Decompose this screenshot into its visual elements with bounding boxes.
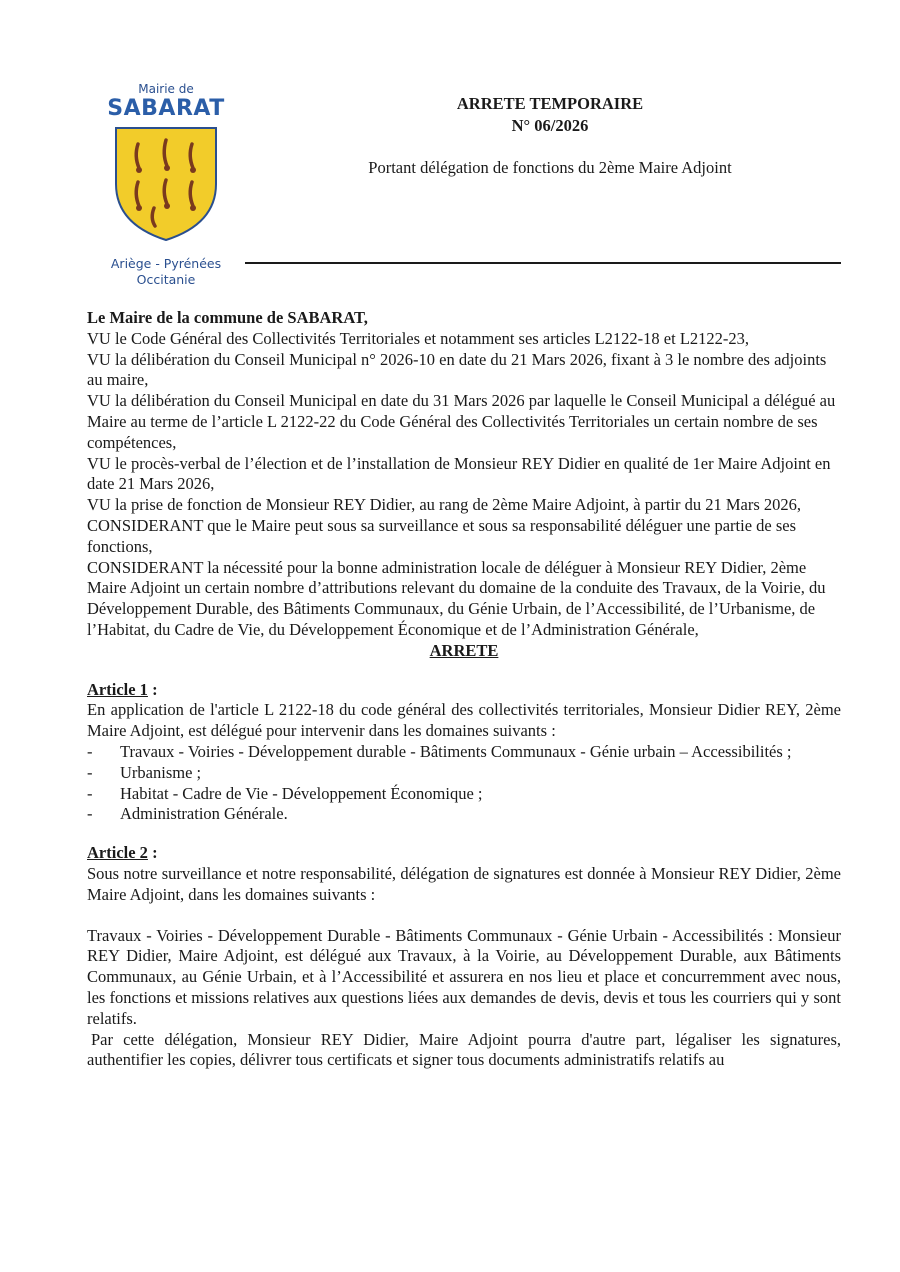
article-1-heading xyxy=(87,680,841,701)
document-body xyxy=(87,308,841,1071)
consideration-4: VU le procès-verbal de l’élection et de l’installation de Monsieur REY Didier en qualité de 1er Maire Adjoint en date 21 Mars 2026, xyxy=(87,453,831,494)
consideration-5: VU la prise de fonction de Monsieur REY Didier, au rang de 2ème Maire Adjoint, à partir du 21 Mars 2026, xyxy=(87,495,802,515)
article-2-text: Sous notre surveillance et notre responsabilité, délégation de signatures est donnée à Monsieur REY Didier, 2ème Maire Adjoint, dans les domaines suivants : xyxy=(87,863,841,904)
logo-town-name: SABARAT xyxy=(107,96,225,121)
article-2-heading-suffix: : xyxy=(147,843,158,863)
consideration-2: VU la délibération du Conseil Municipal n° 2026-10 en date du 21 Mars 2026, fixant à 3 le nombre des adjoints au maire, xyxy=(87,349,827,390)
document-title: ARRETE TEMPORAIRE xyxy=(456,94,644,113)
document-number: N° 06/2026 xyxy=(511,116,589,135)
logo-region-line2: Occitanie xyxy=(136,272,196,287)
article-1-heading-suffix: : xyxy=(147,679,158,699)
list-item xyxy=(87,763,841,784)
list-dash: - xyxy=(87,762,93,782)
intro-line: Le Maire de la commune de SABARAT, xyxy=(87,308,368,327)
article-2-paragraph-1: Travaux - Voiries - Développement Durable - Bâtiments Communaux - Génie Urbain - Accessibilités : Monsieur REY Didier, Maire Adjoint, est délégué aux Travaux, à la Voirie, au Développement Durable, aux Bâtiments Communaux, au Génie Urbain, et à l’Accessibilité et assurera en nos lieu et place et concurremment avec nous, les fonctions et missions relatives aux questions liées aux demandes de devis, devis et tous les courriers qui y sont relatifs. xyxy=(87,925,841,1028)
consideration-7: CONSIDERANT la nécessité pour la bonne administration locale de déléguer à Monsieur REY Didier, 2ème Maire Adjoint un certain nombre d’attributions relevant du domaine de la conduite des Travaux, de la Voirie, du Développement Durable, des Bâtiments Communaux, du Génie Urbain, de l’Accessibilité, de l’Urbanisme, de l’Habitat, du Cadre de Vie, du Développement Économique et de l’Administration Générale, xyxy=(87,557,826,639)
list-dash: - xyxy=(87,783,93,803)
list-item-text: Travaux - Voiries - Développement durable - Bâtiments Communaux - Génie urbain – Accessibilités ; xyxy=(120,741,792,761)
article-1-text: En application de l'article L 2122-18 du code général des collectivités territoriales, Monsieur Didier REY, 2ème Maire Adjoint, est délégué pour intervenir dans les domaines suivants : xyxy=(87,700,841,741)
list-item-text: Habitat - Cadre de Vie - Développement Économique ; xyxy=(120,783,483,803)
consideration-1: VU le Code Général des Collectivités Territoriales et notamment ses articles L2122-18 et L2122-23, xyxy=(87,328,750,348)
list-item xyxy=(87,804,841,825)
municipal-logo xyxy=(104,82,228,288)
logo-region-line1: Ariège - Pyrénées xyxy=(110,256,222,271)
decree-heading: ARRETE xyxy=(429,640,499,660)
document-subtitle: Portant délégation de fonctions du 2ème Maire Adjoint xyxy=(368,158,732,177)
header-divider xyxy=(245,262,841,264)
list-dash: - xyxy=(87,741,93,761)
list-item xyxy=(87,742,841,763)
article-1-heading-label: Article 1 xyxy=(87,679,148,699)
consideration-3: VU la délibération du Conseil Municipal en date du 31 Mars 2026 par laquelle le Conseil Municipal a délégué au Maire au terme de l’article L 2122-22 du Code Général des Collectivités Territoriales un certain nombre de ses compétences, xyxy=(87,391,836,452)
paragraph-gap xyxy=(87,906,841,926)
article-2-heading xyxy=(87,843,841,864)
logo-pre-text: Mairie de xyxy=(138,82,194,96)
consideration-6: CONSIDERANT que le Maire peut sous sa surveillance et sous sa responsabilité déléguer une partie de ses fonctions, xyxy=(87,515,797,556)
article-2-paragraph-2: Par cette délégation, Monsieur REY Didier, Maire Adjoint pourra d'autre part, légaliser les signatures, authentifier les copies, délivrer tous certificats et signer tous documents administratifs relatifs au xyxy=(87,1029,841,1070)
list-item-text: Administration Générale. xyxy=(120,804,288,824)
article-2-heading-label: Article 2 xyxy=(87,843,148,863)
list-dash: - xyxy=(87,804,93,824)
list-item-text: Urbanisme ; xyxy=(120,762,202,782)
coat-of-arms-icon xyxy=(114,126,218,242)
list-item xyxy=(87,784,841,805)
